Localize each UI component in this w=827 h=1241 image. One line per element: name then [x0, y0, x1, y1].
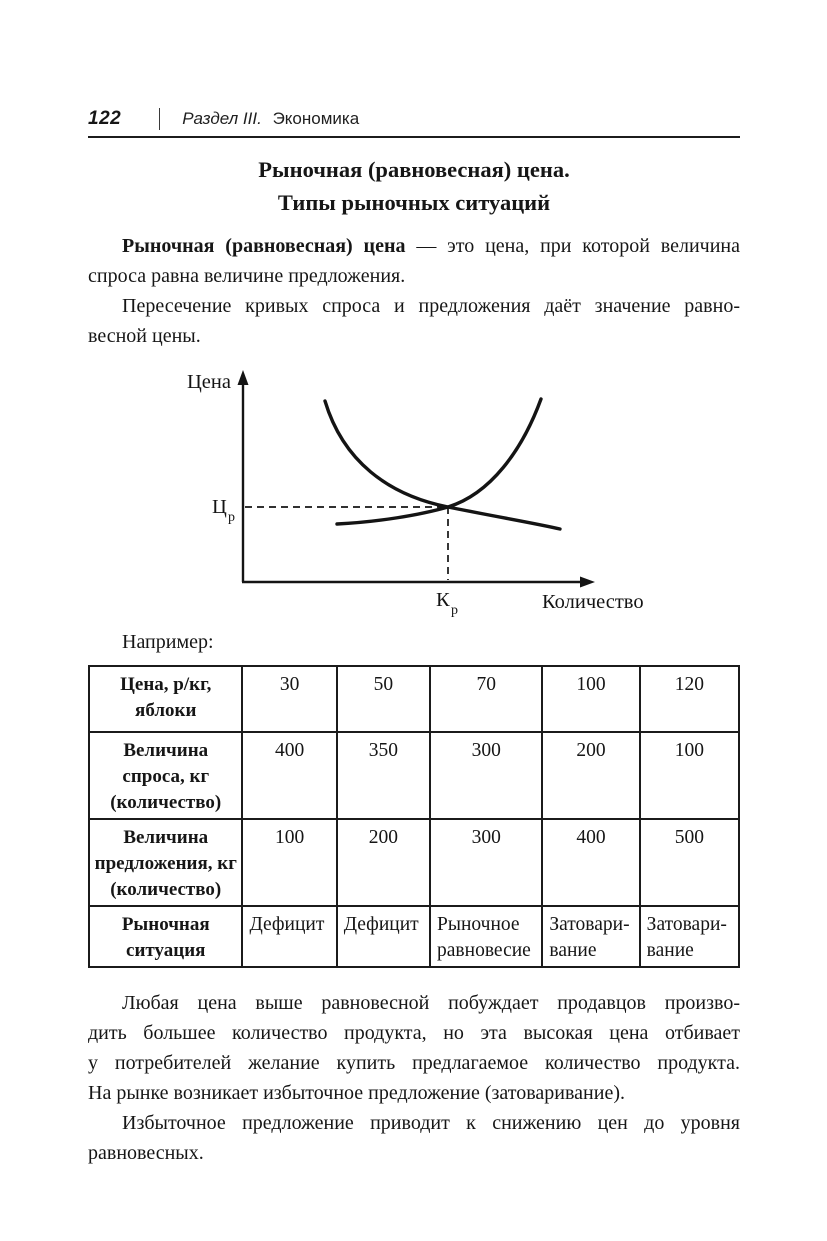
- row-header-supply: Величина предложения, кг (количество): [89, 819, 242, 906]
- section-name: Раздел III.: [182, 109, 262, 128]
- text-line: Избыточное предложение приводит к снижению цен до уровня: [122, 1112, 740, 1134]
- text-line: у потребителей желание купить предлагаемое количество продукта.: [88, 1052, 740, 1074]
- supply-cell: 100: [242, 819, 336, 906]
- demand-cell: 300: [430, 732, 542, 819]
- price-cell: 30: [242, 666, 336, 732]
- paragraph-price-reduction: [88, 1108, 740, 1168]
- demand-cell: 350: [337, 732, 430, 819]
- example-table: [88, 665, 740, 968]
- situation-cell: Затовари-вание: [542, 906, 639, 967]
- equilibrium-quantity-subscript: р: [451, 603, 458, 618]
- text-line: равновесных.: [88, 1142, 204, 1164]
- x-axis-arrow-icon: [580, 577, 595, 588]
- y-axis-label: Цена: [187, 371, 231, 393]
- text-line: Пересечение кривых спроса и предложения даёт значение равно-: [122, 295, 740, 317]
- page-title: [88, 153, 740, 219]
- section-topic: Экономика: [272, 109, 360, 128]
- row-header-situation: Рыночная ситуация: [89, 906, 242, 967]
- price-cell: 100: [542, 666, 639, 732]
- supply-demand-figure: [140, 363, 660, 625]
- situation-cell: Затовари-вание: [640, 906, 739, 967]
- equilibrium-quantity-symbol: К: [436, 589, 450, 611]
- table-row-situation: [89, 906, 739, 967]
- definition-rest: — это цена, при которой величина: [405, 235, 740, 257]
- row-header-demand: Величина спроса, кг (количество): [89, 732, 242, 819]
- example-label: Например:: [122, 631, 214, 653]
- paragraph-definition-line1: [88, 231, 740, 261]
- y-axis-arrow-icon: [238, 370, 249, 385]
- page-header: [88, 108, 740, 138]
- x-axis-label: Количество: [542, 591, 644, 613]
- price-cell: 120: [640, 666, 739, 732]
- paragraph-intersection: [88, 291, 740, 351]
- row-header-price: Цена, р/кг, яблоки: [89, 666, 242, 732]
- situation-cell: Рыночное равновесие: [430, 906, 542, 967]
- paragraph-definition: [88, 231, 740, 291]
- supply-cell: 500: [640, 819, 739, 906]
- table-row-supply: [89, 819, 739, 906]
- situation-cell: Дефицит: [337, 906, 430, 967]
- price-cell: 50: [337, 666, 430, 732]
- header-divider: [159, 108, 160, 130]
- supply-cell: 200: [337, 819, 430, 906]
- page-number: 122: [88, 108, 122, 129]
- page-title-line2: Типы рыночных ситуаций: [277, 190, 551, 215]
- text-line: На рынке возникает избыточное предложение (затоваривание).: [88, 1082, 625, 1104]
- equilibrium-price-symbol: Ц: [212, 496, 227, 518]
- demand-cell: 200: [542, 732, 639, 819]
- supply-cell: 300: [430, 819, 542, 906]
- section-breadcrumb: [182, 109, 359, 129]
- table-row-price: [89, 666, 739, 732]
- table-row-demand: [89, 732, 739, 819]
- price-cell: 70: [430, 666, 542, 732]
- situation-cell: Дефицит: [242, 906, 336, 967]
- demand-cell: 400: [242, 732, 336, 819]
- text-line: весной цены.: [88, 325, 201, 347]
- page-title-line1: Рыночная (равновесная) цена.: [258, 157, 570, 182]
- text-line: дить большее количество продукта, но эта высокая цена отбивает: [88, 1022, 740, 1044]
- paragraph-definition-line2: спроса равна величине предложения.: [88, 265, 406, 287]
- text-line: Любая цена выше равновесной побуждает продавцов произво-: [122, 992, 740, 1014]
- equilibrium-price-subscript: р: [228, 510, 235, 525]
- definition-term: Рыночная (равновесная) цена: [122, 235, 406, 257]
- supply-cell: 400: [542, 819, 639, 906]
- paragraph-excess-supply: [88, 988, 740, 1108]
- demand-cell: 100: [640, 732, 739, 819]
